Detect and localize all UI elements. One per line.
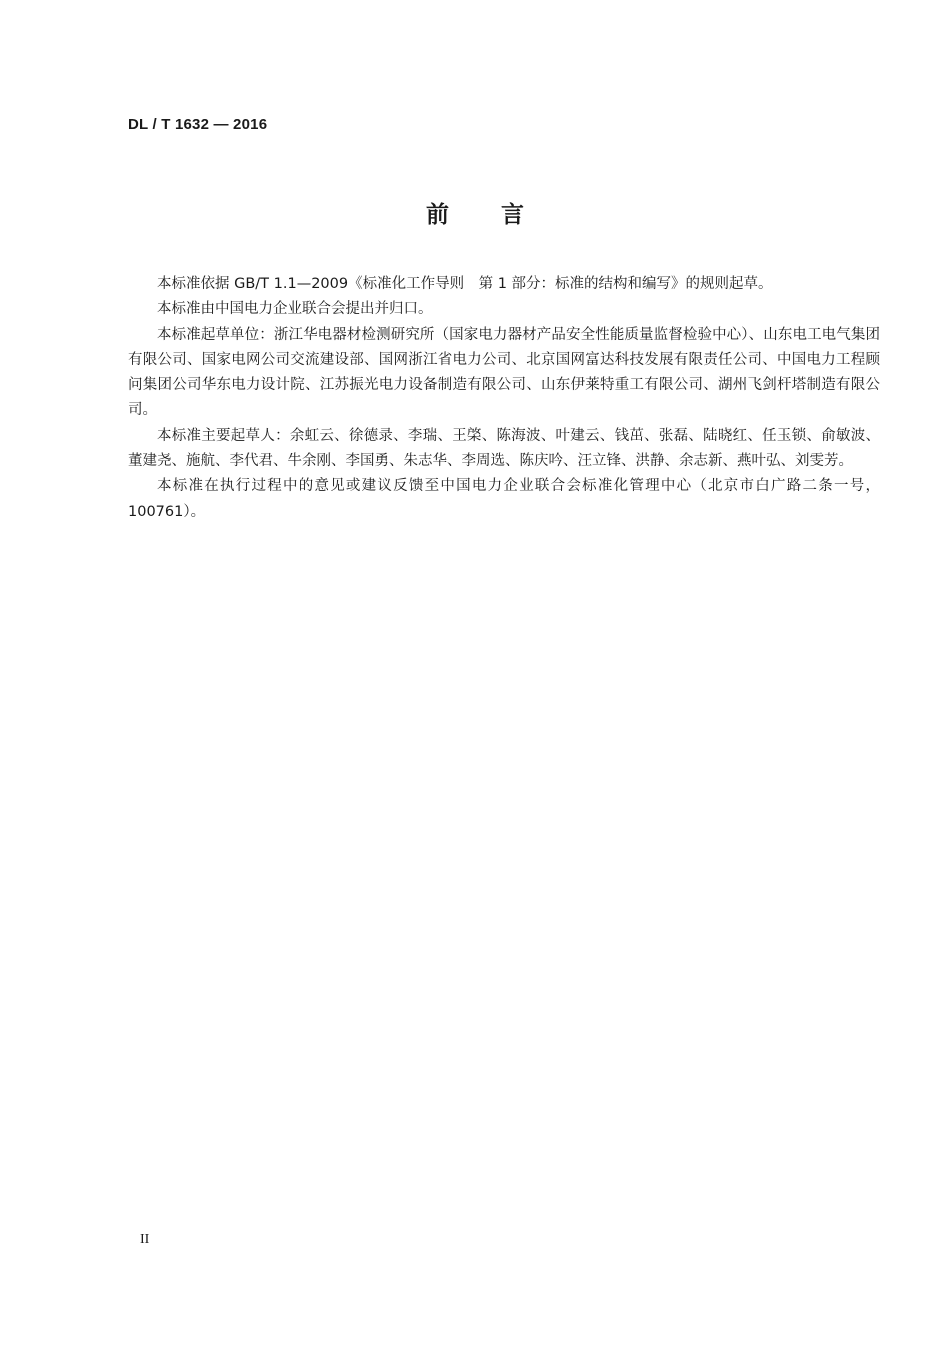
paragraph-drafters: 本标准主要起草人：余虹云、徐德录、李瑞、王棨、陈海波、叶建云、钱茁、张磊、陆晓红、任玉锁、俞敏波、董建尧、施航、李代君、牛余刚、李国勇、朱志华、李周选、陈庆吟、汪立锋、洪静、余志新、燕叶弘、刘雯芳。	[128, 427, 880, 470]
page-title	[0, 196, 950, 229]
paragraph-drafting-rules: 本标准依据 GB/T 1.1—2009《标准化工作导则 第 1 部分：标准的结构和编写》的规则起草。	[157, 276, 773, 292]
standard-code: DL / T 1632 — 2016	[128, 116, 268, 133]
title-char-right: 言	[501, 202, 524, 228]
paragraph-drafting-units: 本标准起草单位：浙江华电器材检测研究所（国家电力器材产品安全性能质量监督检验中心）、山东电工电气集团有限公司、国家电网公司交流建设部、国网浙江省电力公司、北京国网富达科技发展有限责任公司、中国电力工程顾问集团公司华东电力设计院、江苏振光电力设备制造有限公司、山东伊莱特重工有限公司、湖州飞剑杆塔制造有限公司。	[128, 326, 880, 419]
paragraph-proposer: 本标准由中国电力企业联合会提出并归口。	[157, 301, 433, 318]
page-number: II	[140, 1232, 150, 1247]
title-char-left: 前	[426, 202, 449, 228]
paragraph-feedback: 本标准在执行过程中的意见或建议反馈至中国电力企业联合会标准化管理中心（北京市白广路二条一号，100761）。	[128, 478, 880, 520]
foreword-body	[128, 272, 880, 525]
